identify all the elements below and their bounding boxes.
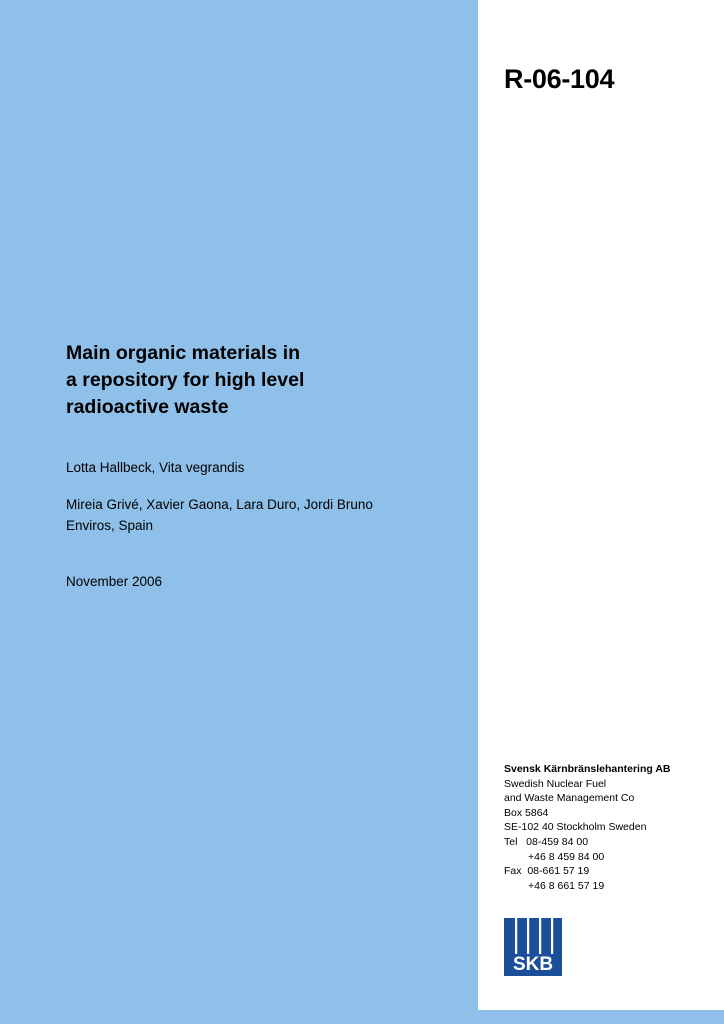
publisher-telephone: Tel 08-459 84 00 [504, 835, 589, 848]
publisher-line-3: and Waste Management Co [504, 792, 635, 805]
publisher-telephone-international: +46 8 459 84 00 [528, 850, 605, 863]
author-line-secondary: Mireia Grivé, Xavier Gaona, Lara Duro, Jordi Bruno [66, 497, 373, 512]
publisher-box: Box 5864 [504, 806, 549, 819]
title-line-2: a repository for high level [66, 369, 305, 391]
publisher-line-2: Swedish Nuclear Fuel [504, 777, 607, 790]
blue-bottom-strip [478, 1010, 724, 1024]
publisher-org-name: Svensk Kärnbränslehantering AB [504, 763, 671, 775]
author-group-secondary [66, 494, 456, 536]
page-title [66, 340, 456, 421]
author-affiliation: Enviros, Spain [66, 518, 154, 533]
title-line-3: radioactive waste [66, 396, 229, 418]
skb-logo-text: SKB [512, 954, 554, 975]
publisher-address: SE-102 40 Stockholm Sweden [504, 821, 647, 834]
author-block [66, 457, 456, 536]
author-line-primary: Lotta Hallbeck, Vita vegrandis [66, 460, 245, 475]
skb-logo [504, 918, 562, 976]
title-block [66, 340, 456, 589]
publisher-fax-international: +46 8 661 57 19 [528, 879, 605, 892]
publisher-block [504, 762, 714, 893]
title-line-1: Main organic materials in [66, 342, 301, 364]
publication-date: November 2006 [66, 574, 163, 589]
report-number: R-06-104 [504, 64, 615, 94]
publisher-fax: Fax 08-661 57 19 [504, 865, 590, 878]
